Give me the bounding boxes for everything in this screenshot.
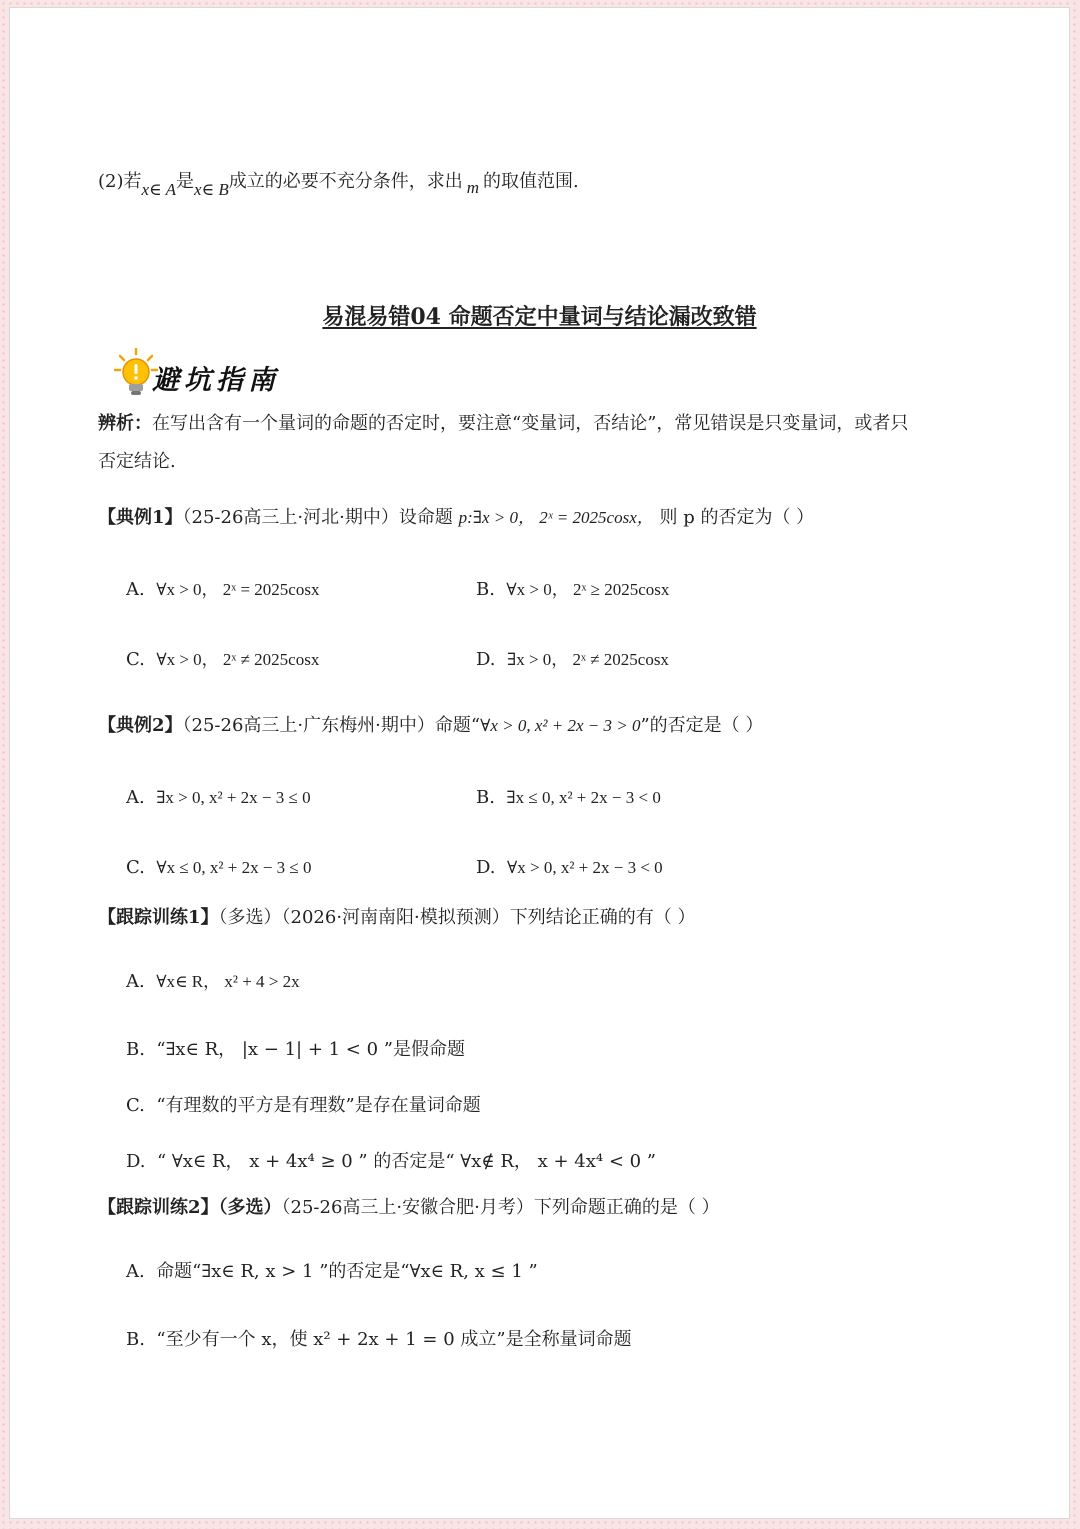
training-2-option-a[interactable]: A. 命题“∃x∈ R, x > 1 ”的否定是“∀x∈ R, x ≤ 1 ” <box>126 1261 538 1282</box>
training-2-stem: 【跟踪训练2】（多选）（25-26高三上·安徽合肥·月考）下列命题正确的是（ ） <box>98 1197 720 1218</box>
document-page <box>9 7 1070 1519</box>
training-1-option-c[interactable]: C. “有理数的平方是有理数”是存在量词命题 <box>126 1095 481 1116</box>
example-1-option-a[interactable]: A. ∀x > 0， 2ˣ = 2025cosx <box>126 579 320 600</box>
analysis-line-1: 辨析：在写出含有一个量词的命题的否定时，要注意“变量词，否结论”，常见错误是只变量词，或者只 <box>98 413 909 434</box>
example-1-option-b[interactable]: B. ∀x > 0， 2ˣ ≥ 2025cosx <box>476 579 670 600</box>
example-1-stem: 【典例1】（25-26高三上·河北·期中）设命题 p:∃x > 0， 2ˣ = 2025cosx， 则 p 的否定为（ ） <box>98 507 815 528</box>
example-2-stem: 【典例2】（25-26高三上·广东梅州·期中）命题“∀x > 0, x² + 2x − 3 > 0”的否定是（ ） <box>98 715 764 736</box>
example-2-option-b[interactable]: B. ∃x ≤ 0, x² + 2x − 3 < 0 <box>476 787 661 808</box>
example-1-option-c[interactable]: C. ∀x > 0， 2ˣ ≠ 2025cosx <box>126 649 320 670</box>
example-2-option-d[interactable]: D. ∀x > 0, x² + 2x − 3 < 0 <box>476 857 663 878</box>
training-1-option-b[interactable]: B. “∃x∈ R， |x − 1| + 1 < 0 ”是假命题 <box>126 1039 465 1060</box>
training-1-option-a[interactable]: A. ∀x∈ R， x² + 4 > 2x <box>126 971 300 992</box>
guide-title: 避坑指南 <box>152 365 280 396</box>
example-2-option-a[interactable]: A. ∃x > 0, x² + 2x − 3 ≤ 0 <box>126 787 311 808</box>
question-part-2: (2)若x∈ A是x∈ B成立的必要不充分条件，求出 m 的取值范围. <box>98 171 579 199</box>
section-title: 易混易错04 命题否定中量词与结论漏改致错 <box>322 304 757 330</box>
analysis-line-2: 否定结论. <box>98 451 176 472</box>
training-2-option-b[interactable]: B. “至少有一个 x，使 x² + 2x + 1 = 0 成立”是全称量词命题 <box>126 1329 632 1350</box>
training-1-stem: 【跟踪训练1】（多选）（2026·河南南阳·模拟预测）下列结论正确的有（ ） <box>98 907 696 928</box>
example-1-option-d[interactable]: D. ∃x > 0， 2ˣ ≠ 2025cosx <box>476 649 669 670</box>
training-1-option-d[interactable]: D. “ ∀x∈ R， x + 4x⁴ ≥ 0 ” 的否定是“ ∀x∉ R， x + 4x⁴ < 0 ” <box>126 1151 657 1172</box>
example-2-option-c[interactable]: C. ∀x ≤ 0, x² + 2x − 3 ≤ 0 <box>126 857 312 878</box>
guide-header <box>102 344 302 404</box>
